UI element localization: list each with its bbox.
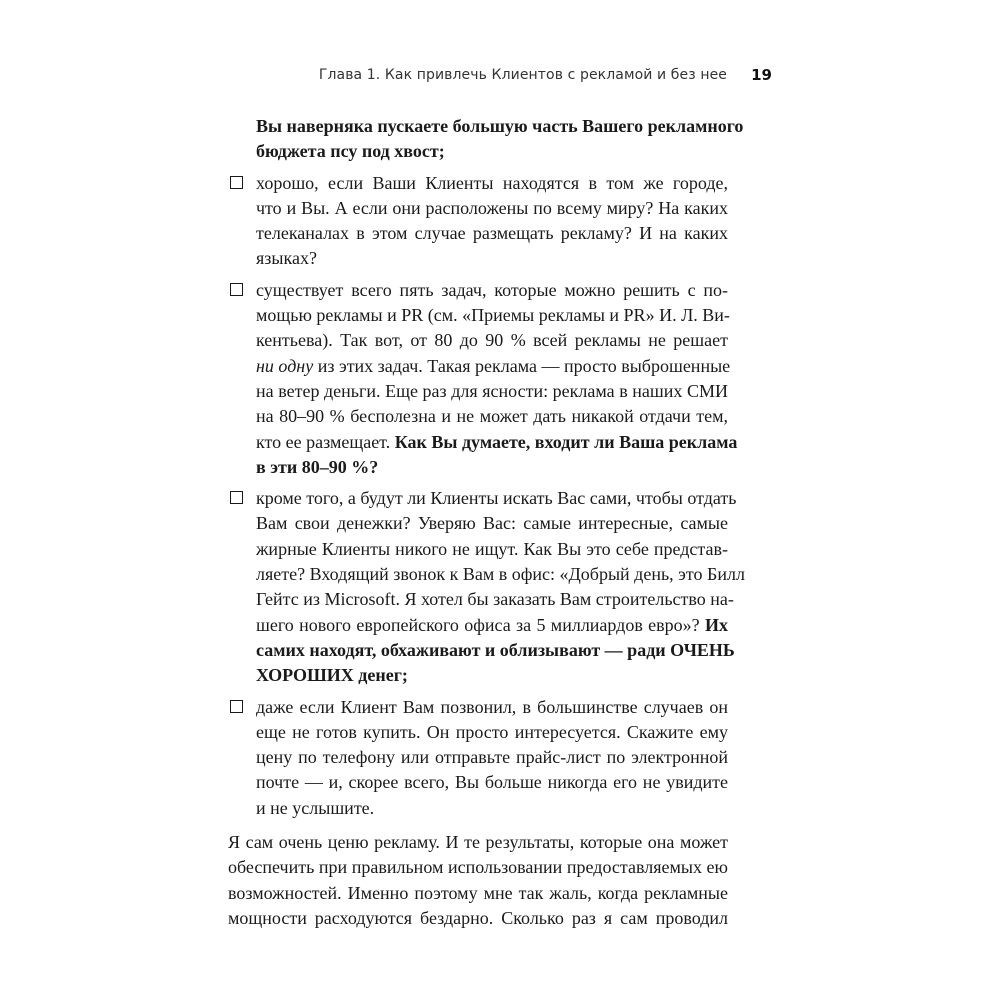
text-line: Вы наверняка пускаете большую часть Вашего рекламного — [256, 116, 744, 136]
checkbox-icon — [230, 491, 243, 504]
text-line: ляете? Входящий звонок к Вам в офис: «Добрый день, это Билл — [256, 564, 745, 585]
bold-text: Их — [704, 614, 728, 635]
text-line: даже если Клиент Вам позвонил, в большинстве случаев он — [256, 696, 728, 717]
emphasis-text: ни одну — [256, 355, 314, 376]
list-item — [228, 171, 728, 272]
text-line: почте — и, скорее всего, Вы больше никогда его не увидите — [256, 772, 728, 793]
text-line: кентьева). Так вот, от 80 до 90 % всей рекламы не решает — [256, 330, 728, 351]
list-item — [228, 278, 738, 480]
text-line — [256, 613, 728, 638]
text-line: Я сам очень ценю рекламу. И те результаты, которые она может — [228, 832, 728, 852]
checkbox-icon — [230, 176, 243, 189]
text-span: кто ее размещает. — [256, 431, 395, 452]
list-item — [228, 486, 745, 688]
text-line — [256, 354, 731, 379]
text-line: языках? — [256, 248, 317, 269]
text-span: из этих задач. Такая реклама — просто выброшенные — [313, 355, 731, 376]
list-item — [228, 114, 744, 165]
checkbox-icon — [230, 283, 243, 296]
page-number: 19 — [751, 66, 772, 84]
text-line: телеканалах в этом случае размещать рекламу? И на каких — [256, 223, 728, 244]
text-line: существует всего пять задач, которые можно решить с по- — [256, 279, 728, 300]
bullet-list — [228, 114, 745, 827]
text-span: шего нового европейского офиса за 5 миллиардов евро»? — [256, 614, 705, 635]
bold-text: Как Вы думаете, входит ли Ваша реклама — [394, 431, 738, 452]
text-line: мощью рекламы и PR (см. «Приемы рекламы и PR» И. Л. Ви- — [256, 305, 730, 326]
text-line: жирные Клиенты никого не ищут. Как Вы это себе представ- — [256, 538, 728, 559]
text-line: бюджета псу под хвост; — [256, 141, 445, 162]
text-line: что и Вы. А если они расположены по всему миру? На каких — [256, 197, 728, 218]
checkbox-icon — [230, 700, 243, 713]
chapter-title: Глава 1. Как привлечь Клиентов с рекламой и без нее — [318, 67, 727, 83]
text-line: в эти 80–90 %? — [256, 456, 379, 477]
list-item — [228, 695, 728, 821]
text-line: на ветер деньги. Еще раз для ясности: реклама в наших СМИ — [256, 380, 728, 401]
text-line: цену по телефону или отправьте прайс-лист по электронной — [256, 747, 728, 768]
text-line: Гейтс из Microsoft. Я хотел бы заказать Вам строительство на- — [256, 589, 734, 610]
text-line: еще не готов купить. Он просто интересуется. Скажите ему — [256, 721, 728, 742]
text-line: обеспечить при правильном использовании предоставляемых ею — [228, 857, 728, 878]
text-line: возможностей. Именно поэтому мне так жаль, когда рекламные — [228, 882, 728, 903]
text-line — [256, 430, 738, 455]
text-line: хорошо, если Ваши Клиенты находятся в том же городе, — [256, 172, 728, 193]
text-line: и не услышите. — [256, 797, 375, 818]
text-line: кроме того, а будут ли Клиенты искать Вас сами, чтобы отдать — [256, 488, 737, 509]
text-line: ХОРОШИХ денег; — [256, 665, 408, 686]
text-line: на 80–90 % бесполезна и не может дать никакой отдачи тем, — [256, 406, 728, 427]
text-line: Вам свои денежки? Уверяю Вас: самые интересные, самые — [256, 513, 728, 534]
body-paragraph — [228, 830, 728, 931]
text-line: мощности расходуются бездарно. Сколько раз я сам проводил — [228, 907, 728, 928]
text-line: самих находят, обхаживают и облизывают — ради ОЧЕНЬ — [256, 639, 735, 660]
